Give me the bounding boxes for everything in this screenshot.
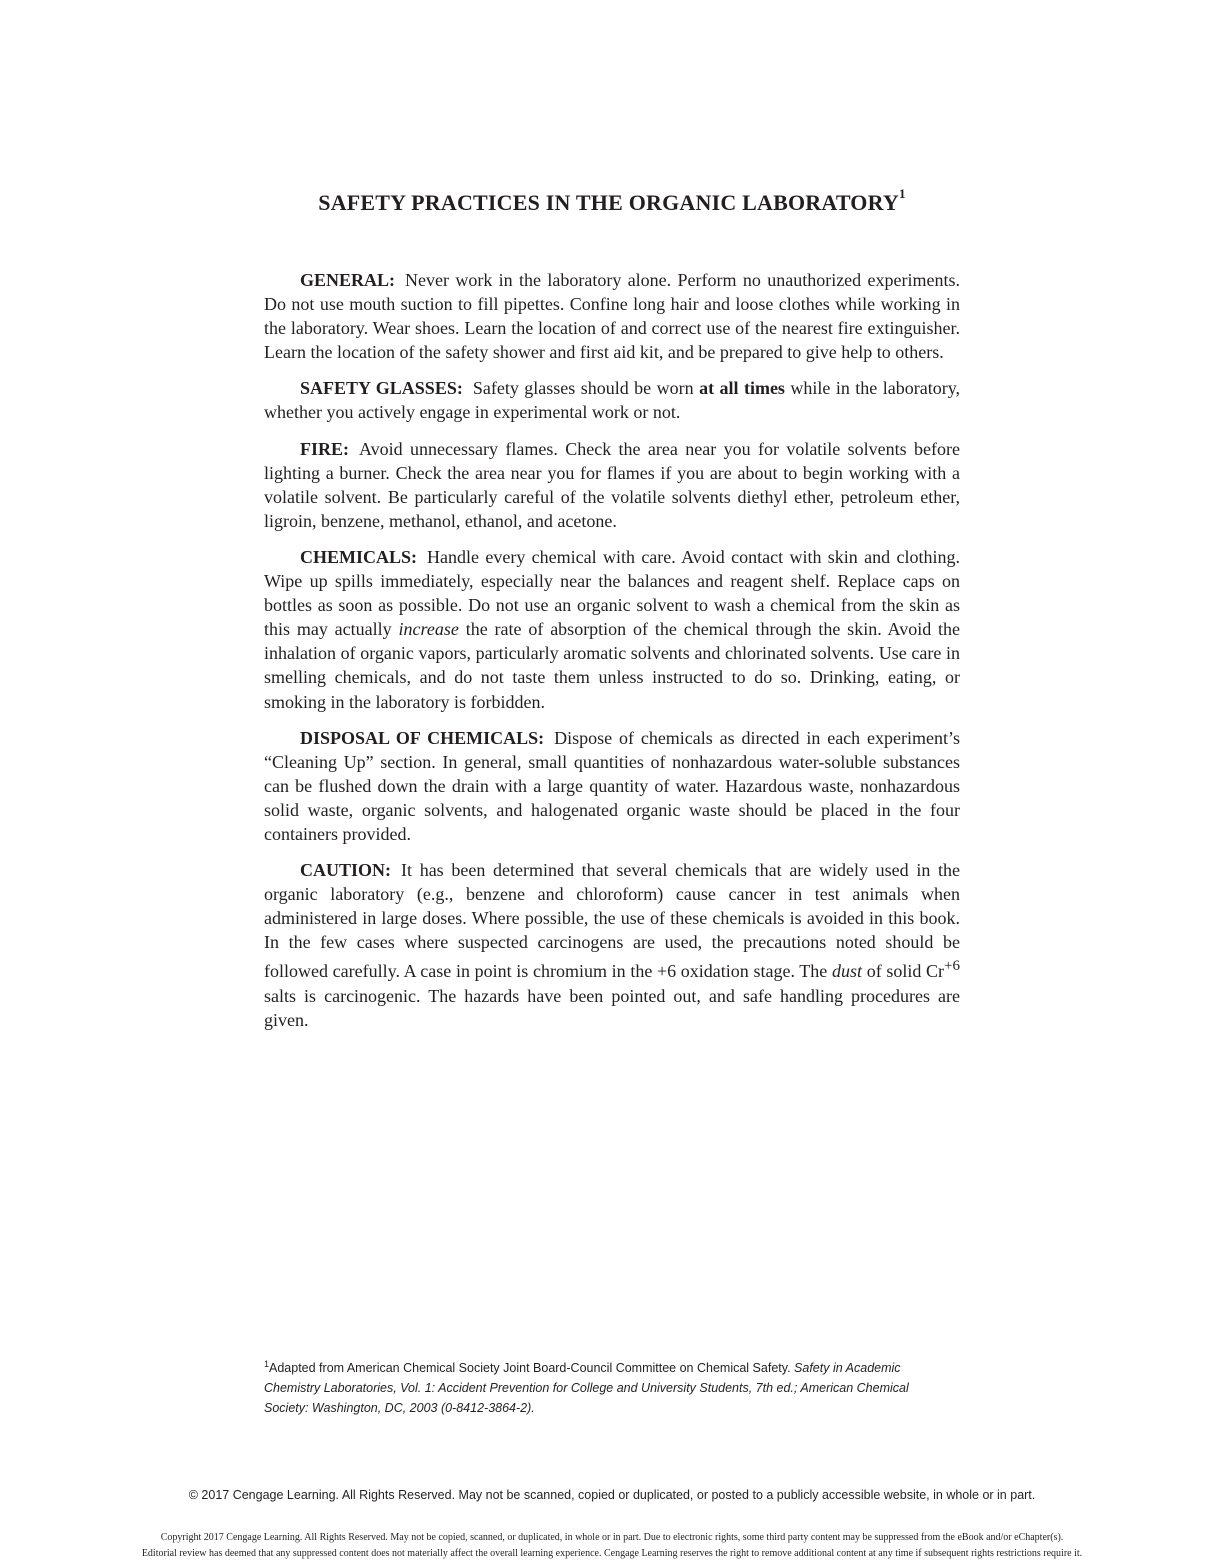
section-caution bbox=[264, 858, 960, 1032]
section-text: Avoid unnecessary flames. Check the area near you for volatile solvents before lighting a burner. Check the area near you for flames if you are about to begin working with a volatile solvent. Be particularly careful of the volatile solvents diethyl ether, petroleum ether, ligroin, benzene, methanol, ethanol, and acetone. bbox=[264, 438, 960, 531]
section-general bbox=[264, 268, 960, 364]
oxidation-superscript: +6 bbox=[944, 958, 961, 975]
section-text-continued: salts is carcinogenic. The hazards have been pointed out, and safe handling procedures are given. bbox=[264, 985, 960, 1030]
title-footnote-mark: 1 bbox=[899, 186, 906, 201]
section-heading: SAFETY GLASSES: bbox=[300, 378, 463, 399]
section-safety-glasses bbox=[264, 376, 960, 424]
section-chemicals bbox=[264, 545, 960, 714]
section-emphasis: at all times bbox=[699, 378, 785, 399]
section-heading: CAUTION: bbox=[300, 860, 392, 881]
page-title bbox=[0, 186, 1224, 216]
copyright-notice: © 2017 Cengage Learning. All Rights Reserved. May not be scanned, copied or duplicated, or posted to a publicly accessible website, in whole or in part. bbox=[188, 1488, 1036, 1502]
section-text: Handle every chemical with care. Avoid contact with skin and clothing. Wipe up spills immediately, especially near the balances and reagent shelf. Replace caps on bottles as soon as possible. Do not use an organic solvent to wash a chemical from the skin as this may actually bbox=[264, 546, 960, 640]
section-disposal-of-chemicals bbox=[264, 726, 960, 846]
section-heading: GENERAL: bbox=[300, 270, 396, 290]
section-text: Safety glasses should be worn bbox=[472, 378, 694, 399]
document-body bbox=[264, 268, 960, 1044]
section-emphasis: increase bbox=[398, 619, 459, 640]
copyright-footer-line-2: Editorial review has deemed that any suppressed content does not materially affect the overall learning experience. Cengage Learning reserves the right to remove additional content at any time if subsequent rights restrictions require it. bbox=[141, 1548, 1083, 1559]
section-text-continued: the rate of absorption of the chemical through the skin. Avoid the inhalation of organic vapors, particularly aromatic solvents and chlorinated solvents. Use care in smelling chemicals, and do not taste them unless instructed to do so. Drinking, eating, or smoking in the laboratory is forbidden. bbox=[264, 619, 961, 712]
section-text: It has been determined that several chemicals that are widely used in the organic laboratory (e.g., benzene and chloroform) cause cancer in test animals when administered in large doses. Where possible, the use of these chemicals is avoided in this book. In the few cases where suspected carcinogens are used, the precautions noted should be followed carefully. A case in point is chromium in the +6 oxidation stage. The bbox=[264, 860, 960, 982]
section-text: Never work in the laboratory alone. Perform no unauthorized experiments. Do not use mouth suction to fill pipettes. Confine long hair and loose clothes while working in the laboratory. Wear shoes. Learn the location of and correct use of the nearest fire extinguisher. Learn the location of the safety shower and first aid kit, and be prepared to give help to others. bbox=[264, 270, 960, 363]
section-fire bbox=[264, 437, 960, 533]
footnote bbox=[264, 1354, 954, 1418]
footnote-text: Adapted from American Chemical Society Joint Board-Council Committee on Chemical Safety. bbox=[269, 1361, 791, 1376]
copyright-footer bbox=[0, 1530, 1224, 1562]
section-heading: DISPOSAL OF CHEMICALS: bbox=[300, 727, 545, 748]
section-heading: FIRE: bbox=[300, 438, 349, 459]
section-heading: CHEMICALS: bbox=[300, 546, 418, 567]
section-text: Dispose of chemicals as directed in each experiment’s “Cleaning Up” section. In general, small quantities of nonhazardous water-soluble substances can be flushed down the drain with a large quantity of water. Hazardous waste, nonhazardous solid waste, organic solvents, and halogenated organic waste should be placed in the four containers provided. bbox=[264, 727, 961, 844]
section-text-middle: of solid Cr bbox=[866, 961, 945, 982]
footnote-mark: 1 bbox=[264, 1359, 270, 1369]
section-text-continued: while in the laboratory, whether you actively engage in experimental work or not. bbox=[264, 378, 961, 423]
page-title-text: SAFETY PRACTICES IN THE ORGANIC LABORATORY bbox=[318, 190, 900, 215]
footnote-citation: Safety in Academic Chemistry Laboratories, Vol. 1: Accident Prevention for College and University Students, 7th ed.; American Chemical Society: Washington, DC, 2003 (0-8412-3864-2). bbox=[264, 1361, 909, 1416]
copyright-footer-line-1: Copyright 2017 Cengage Learning. All Rights Reserved. May not be copied, scanned, or duplicated, in whole or in part. Due to electronic rights, some third party content may be suppressed from the eBook and/or eChapter(s). bbox=[160, 1532, 1064, 1543]
section-emphasis: dust bbox=[831, 961, 862, 982]
